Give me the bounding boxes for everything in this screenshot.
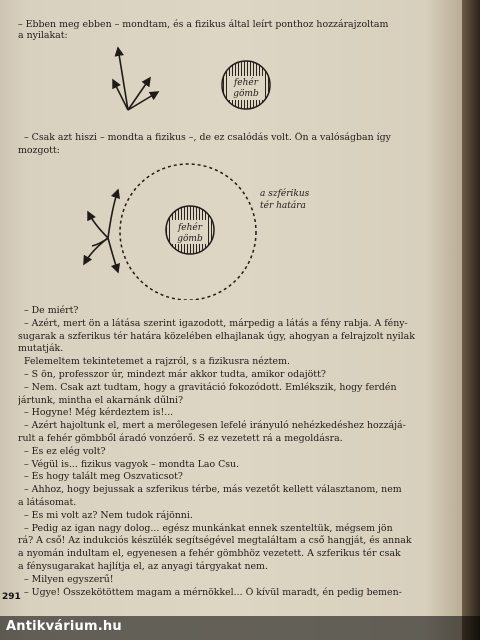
text-line: – Nem. Csak azt tudtam, hogy a gravitáció fokozódott. Emlékszik, hogy ferdén [24, 381, 397, 393]
text-line: jártunk, mintha el akarnánk dűlni? [18, 394, 184, 406]
book-gutter [462, 0, 480, 640]
text-line: – És mi volt az? Nem tudok rájönni. [24, 509, 193, 521]
text-line: rá? A cső! Az indukciós készülék segítségével megtaláltam a cső hangját, és annak [18, 535, 412, 547]
sphere-label-1: fehér [177, 223, 203, 233]
text-line: Felemeltem tekintetemet a rajzról, s a fizikusra néztem. [24, 356, 290, 368]
text-line: – Ahhoz, hogy bejussak a szferikus térbe, más vezetőt kellett választanom, nem [24, 484, 402, 496]
text-line: a látásomat. [18, 497, 77, 508]
figure-2 [0, 160, 462, 300]
text-line: – Hogyne! Még kérdeztem is!... [24, 407, 174, 419]
text-line: a nyomán indultam el, egyenesen a fehér gömbhöz vezetett. A szferikus tér csak [18, 548, 401, 560]
page-number: 291 [2, 592, 21, 602]
text-line: – De miért? [24, 305, 79, 316]
text-line: – Azért hajoltunk el, mert a merőlegesen lefelé irányuló nehézkedéshez hozzájá- [24, 420, 406, 432]
text-line: – S ön, professzor úr, mindezt már akkor tudta, amikor odajött? [24, 369, 326, 380]
text-line: – Milyen egyszerű! [24, 573, 114, 585]
text-line: rult a fehér gömbből áradó vonzóerő. S ez vezetett rá a megoldásra. [18, 433, 343, 444]
text-line: – Csak azt hiszi – mondta a fizikus –, de ez csalódás volt. Ön a valóságban így [24, 132, 391, 143]
arrows-straight [113, 48, 158, 110]
watermark-bar [0, 616, 480, 640]
text-line: a fénysugarakat hajlítja el, az anyagi tárgyakat nem. [18, 561, 268, 572]
white-sphere [222, 61, 270, 109]
sphere-label-2: gömb [233, 89, 259, 99]
text-line: – Pedig az igan nagy dolog... egész munkánkat ennek szenteltük, mégsem jön [24, 522, 393, 534]
text-line: sugarak a szferikus tér határa közelében elhajlanak úgy, ahogyan a felrajzolt nyilak [18, 330, 415, 342]
boundary-label-2: tér határa [260, 201, 306, 211]
text-line: mozgott: [18, 145, 60, 156]
text-line: – Azért, mert ön a látása szerint igazodott, márpedig a látás a fény rabja. A fény- [24, 317, 408, 329]
text-line: – És ez elég volt? [24, 445, 106, 457]
text-line: a nyilakat: [18, 30, 68, 41]
sphere-label-1: fehér [233, 78, 259, 88]
text-line: – Ugye! Összekötöttem magam a mérnökkel... Ő kívül maradt, én pedig bemen- [24, 586, 402, 598]
watermark-text: Antikvárium.hu [6, 619, 122, 634]
sphere-label-2: gömb [177, 234, 203, 244]
text-line: – És hogy talált meg Oszvaticsot? [24, 471, 183, 483]
arrows-curved [84, 190, 118, 272]
white-sphere [166, 206, 214, 254]
text-line: – Végül is... fizikus vagyok – mondta Lao Csu. [24, 458, 240, 470]
text-line: mutatják. [18, 343, 64, 355]
figure-1 [0, 40, 462, 120]
text-line: – Ebben meg ebben – mondtam, és a fizikus által leírt ponthoz hozzárajzoltam [18, 19, 389, 30]
boundary-label-1: a szférikus [260, 189, 310, 199]
